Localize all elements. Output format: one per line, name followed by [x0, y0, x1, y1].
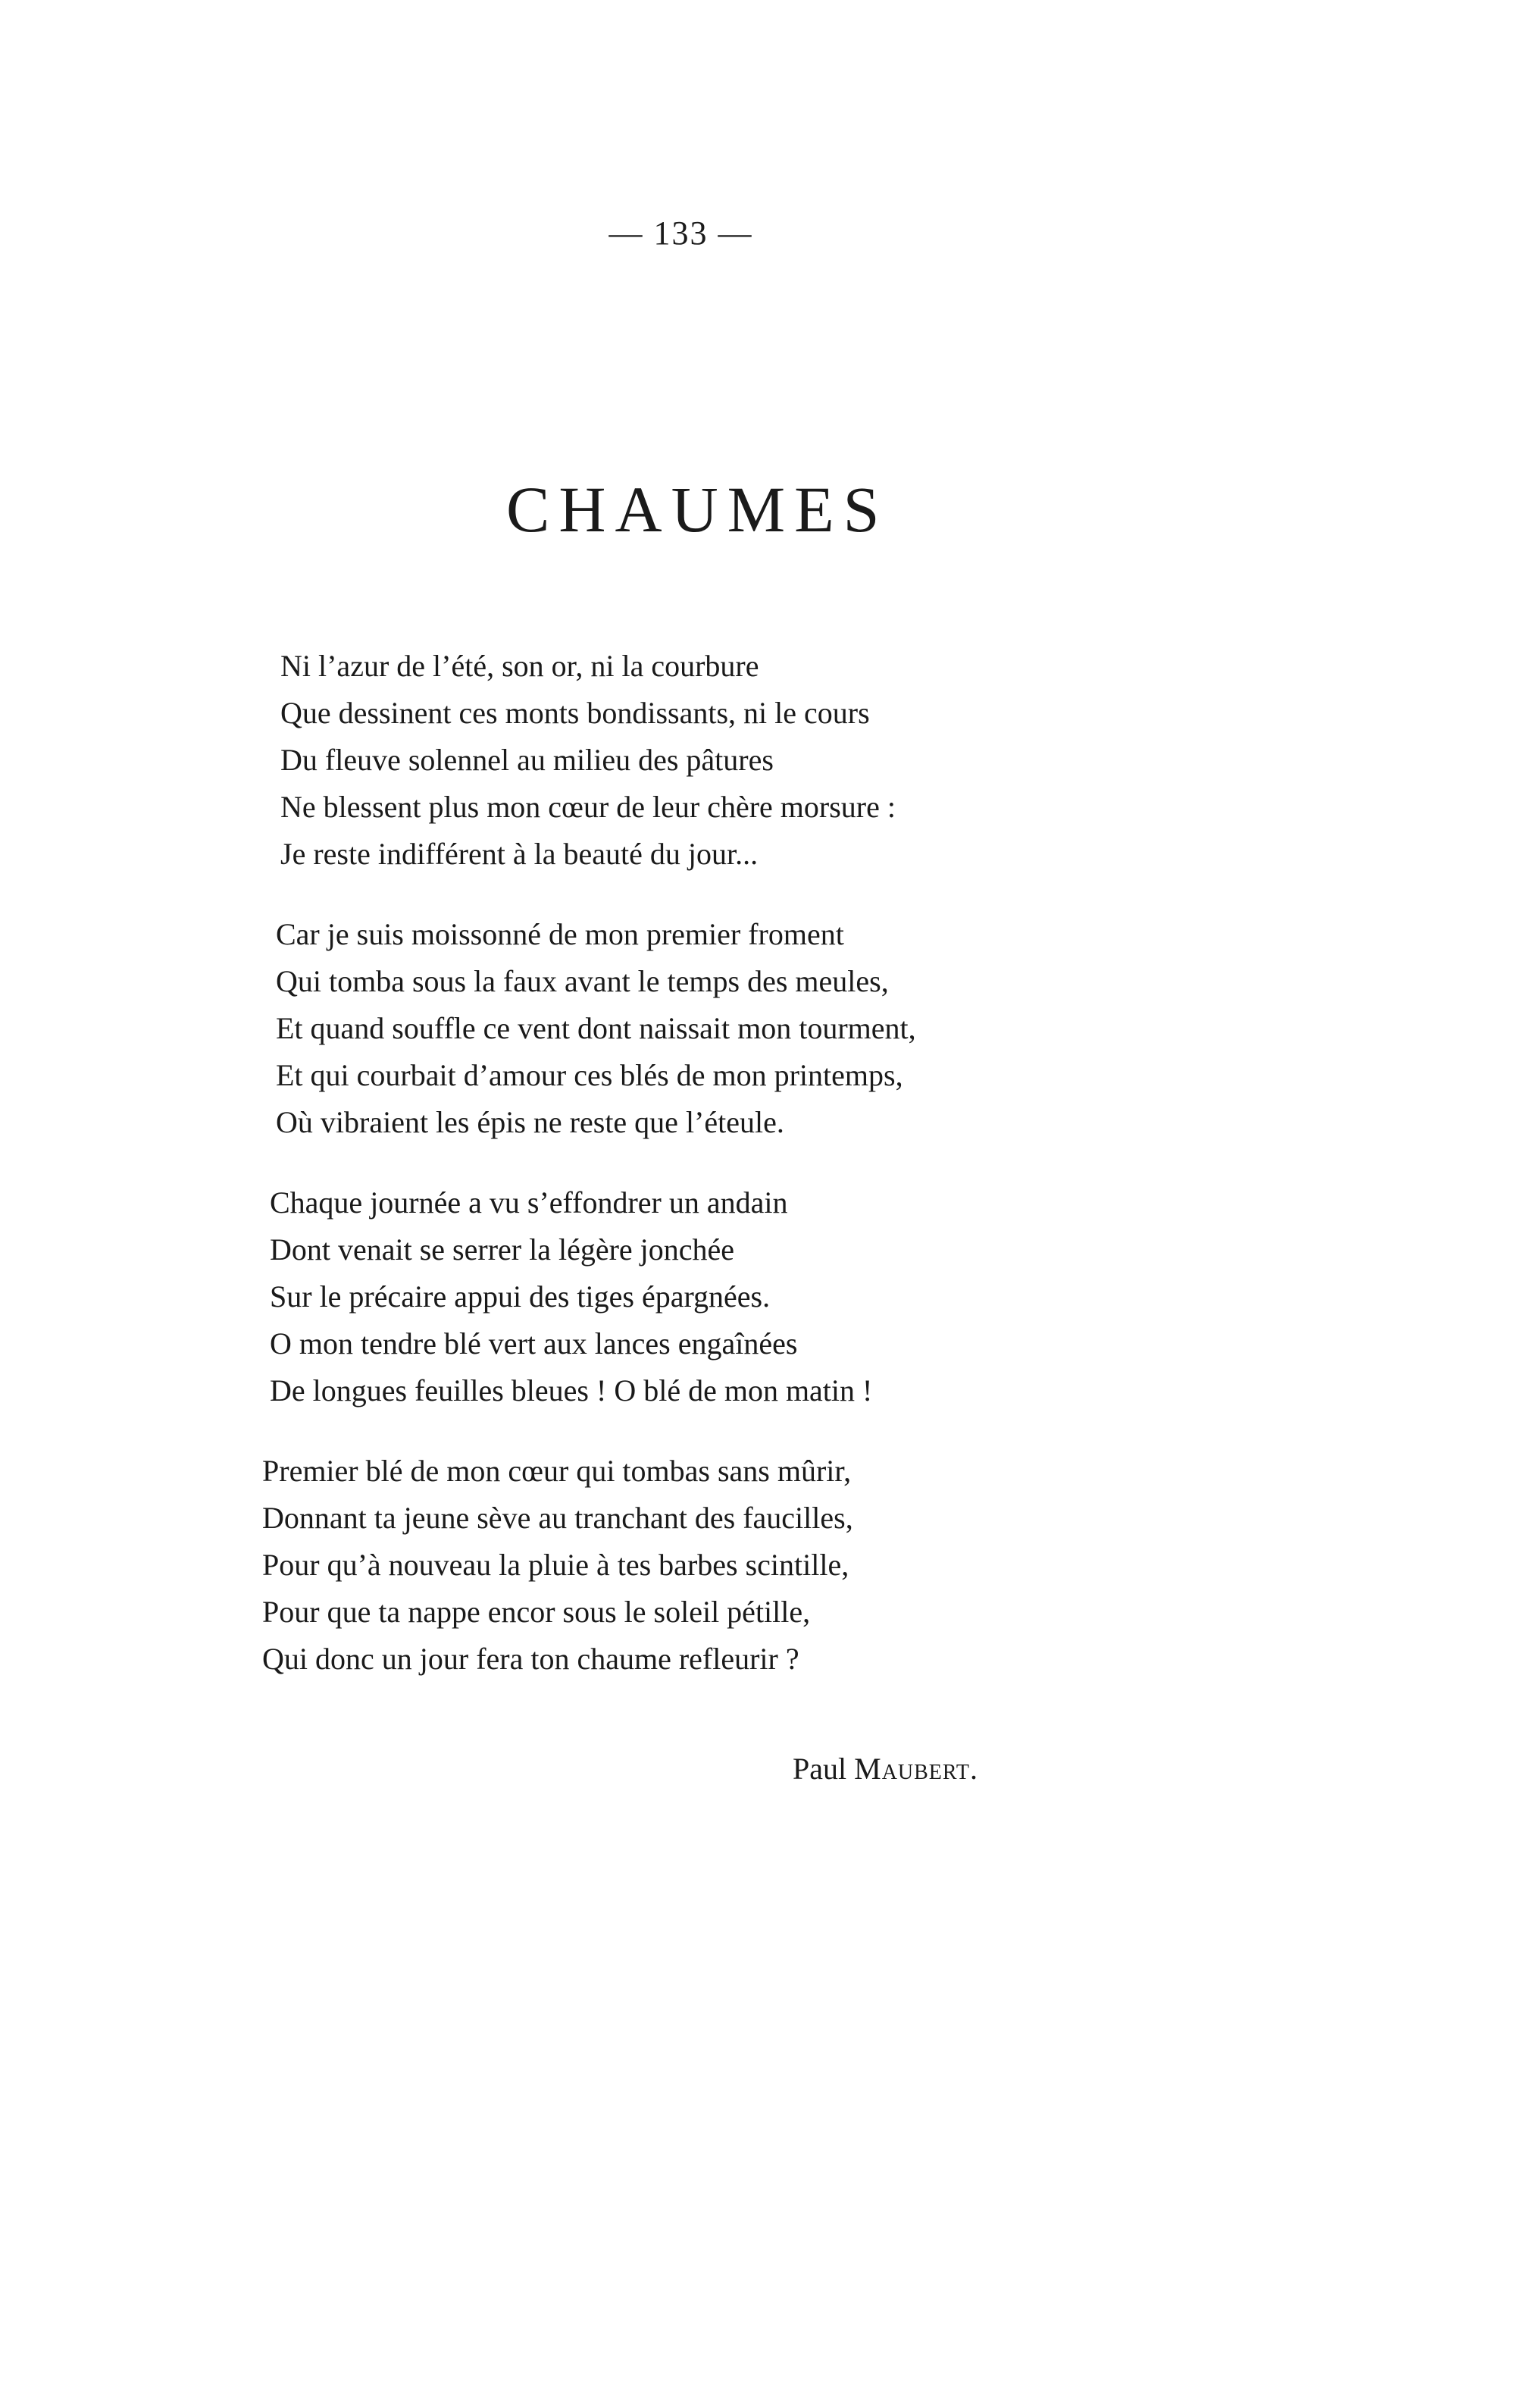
poem-line: Sur le précaire appui des tiges épargnées.: [270, 1279, 771, 1314]
poem-line: Ni l’azur de l’été, son or, ni la courbure: [280, 649, 759, 683]
author-first-name: Paul: [793, 1752, 847, 1786]
page-number-text: — 133 —: [608, 214, 753, 252]
poem-line: Dont venait se serrer la légère jonchée: [270, 1232, 735, 1267]
poem-line: Donnant ta jeune sève au tranchant des faucilles,: [262, 1501, 853, 1535]
poem-line: Pour qu’à nouveau la pluie à tes barbes scintille,: [262, 1548, 849, 1582]
poem-title: CHAUMES: [506, 473, 889, 546]
poem-line: Et qui courbait d’amour ces blés de mon printemps,: [276, 1058, 903, 1092]
poem-line: O mon tendre blé vert aux lances engaînées: [270, 1326, 798, 1361]
poem-line: Premier blé de mon cœur qui tombas sans mûrir,: [262, 1454, 852, 1488]
poem-line: Et quand souffle ce vent dont naissait mon tourment,: [276, 1011, 916, 1045]
stanza: [280, 643, 1058, 878]
poem-line: De longues feuilles bleues ! O blé de mon matin !: [270, 1373, 873, 1408]
stanza: [276, 911, 1058, 1146]
poem-line: Que dessinent ces monts bondissants, ni le cours: [280, 696, 870, 730]
poem-line: Du fleuve solennel au milieu des pâtures: [280, 743, 774, 777]
stanza: [262, 1448, 1058, 1683]
stanza: [270, 1179, 1058, 1414]
poem-line: Chaque journée a vu s’effondrer un andain: [270, 1185, 788, 1220]
poem-line: Car je suis moissonné de mon premier froment: [276, 917, 844, 951]
poem-line: Je reste indifférent à la beauté du jour...: [280, 837, 759, 871]
poem-line: Qui tomba sous la faux avant le temps des meules,: [276, 964, 889, 998]
page-number: [0, 214, 1536, 252]
poem-line: Ne blessent plus mon cœur de leur chère morsure :: [280, 790, 896, 824]
poem-body: [262, 643, 1058, 1683]
poem-line: Où vibraient les épis ne reste que l’éteule.: [276, 1105, 784, 1139]
poem-line: Pour que ta nappe encor sous le soleil pétille,: [262, 1595, 811, 1629]
author-last-name: Maubert.: [854, 1752, 979, 1786]
author-signature: [793, 1751, 978, 1786]
poem-line: Qui donc un jour fera ton chaume refleurir ?: [262, 1642, 799, 1676]
